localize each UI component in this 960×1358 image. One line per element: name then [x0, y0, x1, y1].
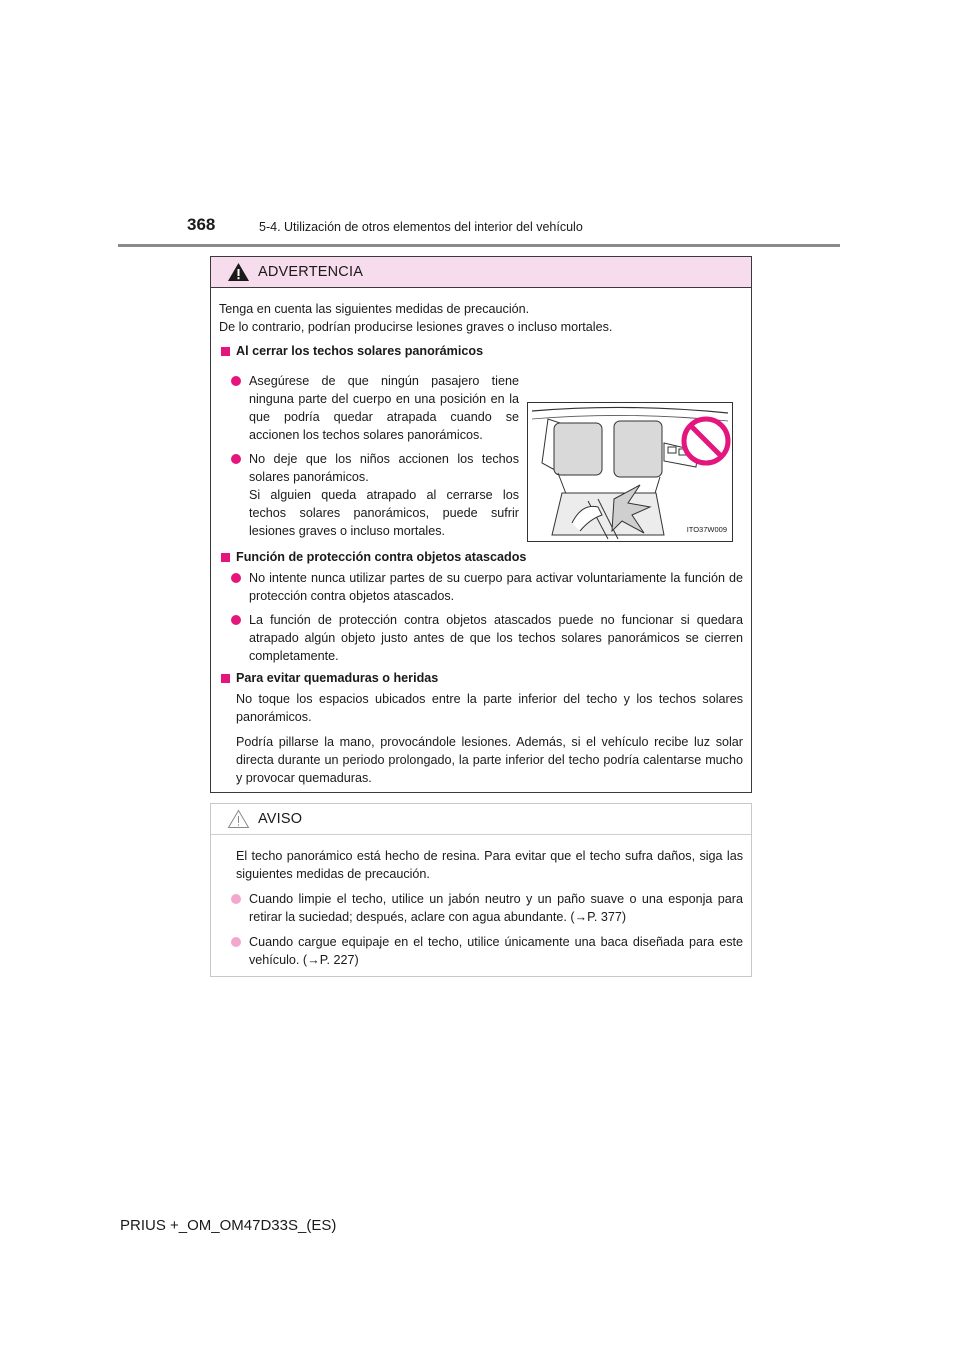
round-bullet-icon [231, 894, 241, 904]
paragraph: No toque los espacios ubicados entre la parte inferior del techo y los techos solares panorámicos. [236, 692, 743, 724]
list-item-text [249, 450, 519, 540]
list-item-text: No intente nunca utilizar partes de su cuerpo para activar voluntariamente la función de protección contra objetos atascados. [249, 571, 743, 603]
section-heading-text: Función de protección contra objetos atascados [236, 550, 527, 564]
round-bullet-icon [231, 573, 241, 583]
notice-header [211, 804, 751, 835]
section-heading-text: Para evitar quemaduras o heridas [236, 671, 439, 685]
list-item-line: No deje que los niños accionen los techos solares panorámicos. [249, 452, 519, 484]
list-item-text: La función de protección contra objetos atascados puede no funcionar si quedara atrapado algún objeto justo antes de que los techos solares panorámicos se cierren completamente. [249, 613, 743, 663]
list-item [219, 933, 743, 969]
paragraph: El techo panorámico está hecho de resina. Para evitar que el techo sufra daños, siga las siguientes medidas de precaución. [236, 849, 743, 881]
notice-title: AVISO [258, 811, 303, 827]
square-bullet-icon [221, 347, 230, 356]
list-item [219, 450, 519, 540]
warning-title: ADVERTENCIA [258, 264, 364, 280]
section-title: 5-4. Utilización de otros elementos del interior del vehículo [259, 220, 583, 234]
notice-box [210, 803, 752, 977]
warning-box [210, 256, 752, 793]
header-rule [118, 244, 840, 247]
round-bullet-icon [231, 937, 241, 947]
round-bullet-icon [231, 376, 241, 386]
list-item [219, 372, 519, 444]
section-heading-text: Al cerrar los techos solares panorámicos [236, 344, 484, 358]
list-item-line: Si alguien queda atrapado al cerrarse los techos solares panorámicos, puede sufrir lesiones graves o incluso mortales. [249, 488, 519, 538]
list-item [219, 611, 743, 665]
warning-body [211, 288, 751, 787]
page-number: 368 [187, 215, 216, 234]
warning-triangle-icon [227, 262, 250, 282]
square-bullet-icon [221, 553, 230, 562]
paragraph: Podría pillarse la mano, provocándole lesiones. Además, si el vehículo recibe luz solar directa durante un periodo prolongado, la parte inferior del techo podría calentarse mucho y provocar quemaduras. [236, 735, 743, 785]
sunroof-illustration [527, 402, 733, 542]
document-code: PRIUS +_OM_OM47D33S_(ES) [120, 1217, 337, 1234]
section-heading [219, 548, 743, 566]
warning-header [211, 257, 751, 288]
list-item [219, 569, 743, 605]
warning-intro-2: De lo contrario, podrían producirse lesiones graves o incluso mortales. [219, 320, 613, 334]
section-heading [219, 669, 743, 687]
caution-triangle-icon [227, 809, 250, 829]
square-bullet-icon [221, 674, 230, 683]
warning-intro-1: Tenga en cuenta las siguientes medidas de precaución. [219, 302, 530, 316]
list-item [219, 890, 743, 926]
list-item-text: Cuando limpie el techo, utilice un jabón neutro y un paño suave o una esponja para retirar la suciedad; después, aclare con agua abundante. (→P. 377) [249, 892, 743, 924]
round-bullet-icon [231, 615, 241, 625]
list-item-text: Asegúrese de que ningún pasajero tiene ninguna parte del cuerpo en una posición en la que podría quedar atrapada cuando se accionen los techos solares panorámicos. [249, 374, 519, 442]
notice-body [211, 835, 751, 969]
list-item-text: Cuando cargue equipaje en el techo, utilice únicamente una baca diseñada para este vehículo. (→P. 227) [249, 935, 743, 967]
figure-id: ITO37W009 [686, 525, 727, 534]
section-heading [219, 342, 743, 360]
round-bullet-icon [231, 454, 241, 464]
